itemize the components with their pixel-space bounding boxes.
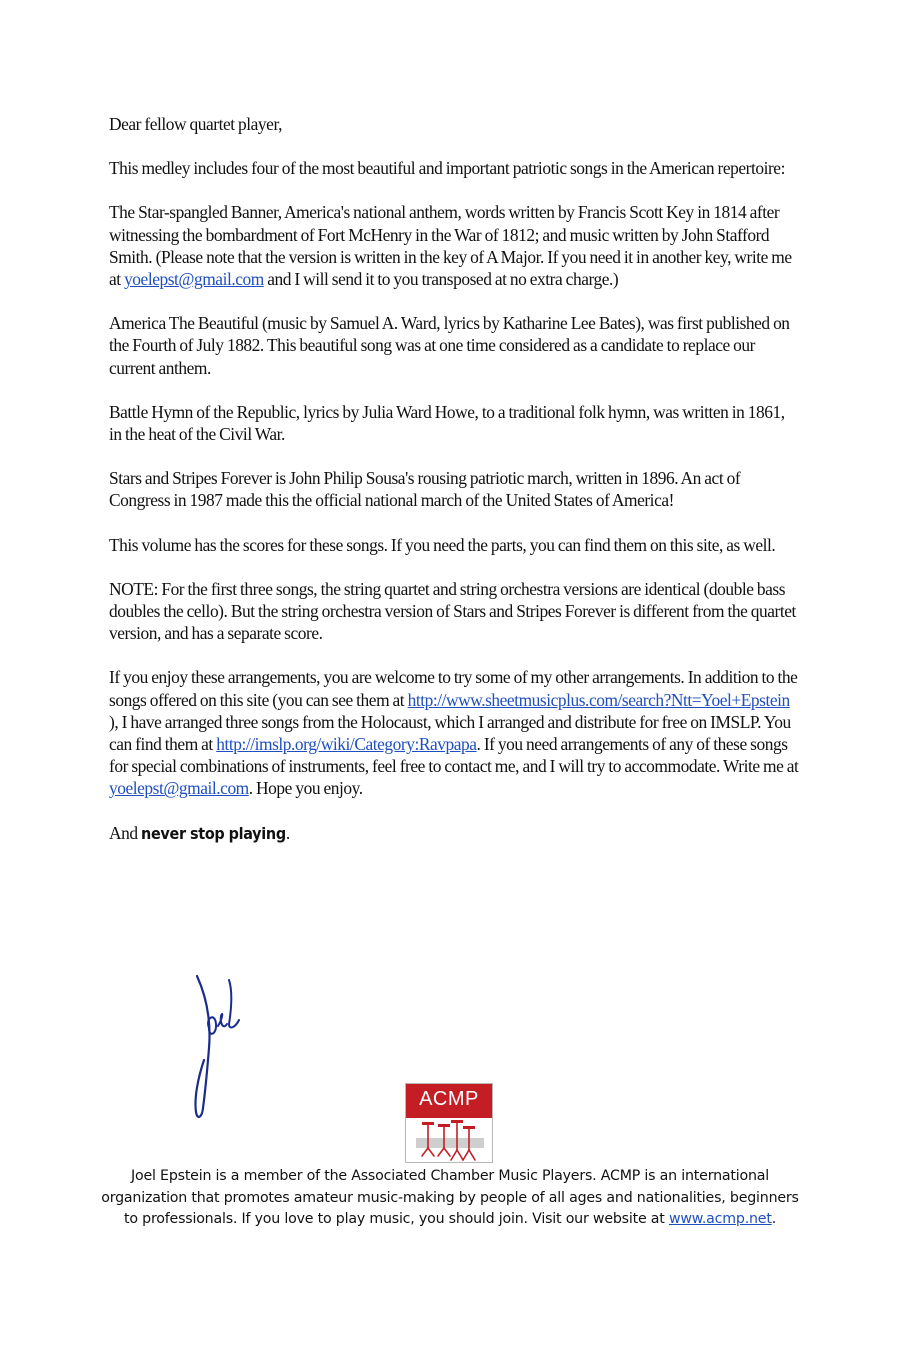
- greeting: Dear fellow quartet player,: [109, 114, 282, 134]
- enjoy-text: If you enjoy these arrangements, you are welcome to try some of my other arrangements. In addition to the songs offered on this site (you can see them at: [109, 667, 798, 710]
- enjoy-paragraph: [109, 666, 799, 799]
- sign-off: [109, 822, 799, 845]
- email-link[interactable]: yoelepst@gmail.com: [124, 269, 264, 290]
- footer-period: .: [771, 1211, 777, 1227]
- footer-note: [100, 1166, 800, 1231]
- volume-paragraph: This volume has the scores for these songs. If you need the parts, you can find them on this site, as well.: [109, 534, 776, 555]
- anthem-text-end: and I will send it to you transposed at no extra charge.): [263, 269, 619, 290]
- sign-off-emphasis: never stop playing: [141, 823, 286, 843]
- handwritten-signature: [185, 968, 255, 1123]
- enjoy-text-4: . Hope you enjoy.: [248, 778, 363, 799]
- battle-hymn-paragraph: Battle Hymn of the Republic, lyrics by Julia Ward Howe, to a traditional folk hymn, was written in 1861, in the heat of the Civil War.: [109, 401, 785, 445]
- acmp-logo: [405, 1083, 493, 1163]
- footer-text: Joel Epstein is a member of the Associated Chamber Music Players. ACMP is an international organization that promotes amateur music-making by people of all ages and nationalities, beginners to professionals. If you love to play music, you should join. Visit our website at: [101, 1168, 799, 1227]
- enjoy-text-2: ), I have arranged three songs from the Holocaust, which I arranged and distribute for free on IMSLP. You can find them at: [109, 711, 791, 755]
- note-paragraph: NOTE: For the first three songs, the string quartet and string orchestra versions are identical (double bass doubles the cello). But the string orchestra version of Stars and Stripes Forever is different from the quartet version, and has a separate score.: [109, 578, 796, 644]
- sheetmusicplus-link[interactable]: http://www.sheetmusicplus.com/search?Ntt=Yoel+Epstein: [407, 689, 790, 710]
- acmp-website-link[interactable]: www.acmp.net: [668, 1211, 772, 1227]
- stars-stripes-paragraph: Stars and Stripes Forever is John Philip Sousa's rousing patriotic march, written in 1896. An act of Congress in 1987 made this the official national march of the United States of America!: [109, 468, 741, 511]
- enjoy-text-3: . If you need arrangements of any of these songs for special combinations of instruments, feel free to contact me, and I will try to accommodate. Write me at: [109, 734, 799, 777]
- logo-text: ACMP: [419, 1088, 479, 1110]
- letter-body: [109, 113, 799, 867]
- anthem-text: The Star-spangled Banner, America's national anthem, words written by Francis Scott Key in 1814 after witnessing the bombardment of Fort McHenry in the War of 1812; and music written by John Stafford Smith. (Please note that the version is written in the key of A Major. If you need it in another key, write me at: [109, 202, 792, 290]
- america-paragraph: America The Beautiful (music by Samuel A. Ward, lyrics by Katharine Lee Bates), was first published on the Fourth of July 1882. This beautiful song was at one time considered as a candidate to replace our current anthem.: [109, 313, 790, 378]
- email-link-2[interactable]: yoelepst@gmail.com: [109, 778, 249, 799]
- anthem-paragraph: [109, 201, 799, 290]
- music-stands-icon: [406, 1118, 492, 1162]
- intro-paragraph: This medley includes four of the most beautiful and important patriotic songs in the American repertoire:: [109, 158, 785, 179]
- sign-off-period: .: [285, 822, 290, 843]
- sign-off-prefix: And: [109, 822, 141, 843]
- imslp-link[interactable]: http://imslp.org/wiki/Category:Ravpapa: [216, 734, 477, 755]
